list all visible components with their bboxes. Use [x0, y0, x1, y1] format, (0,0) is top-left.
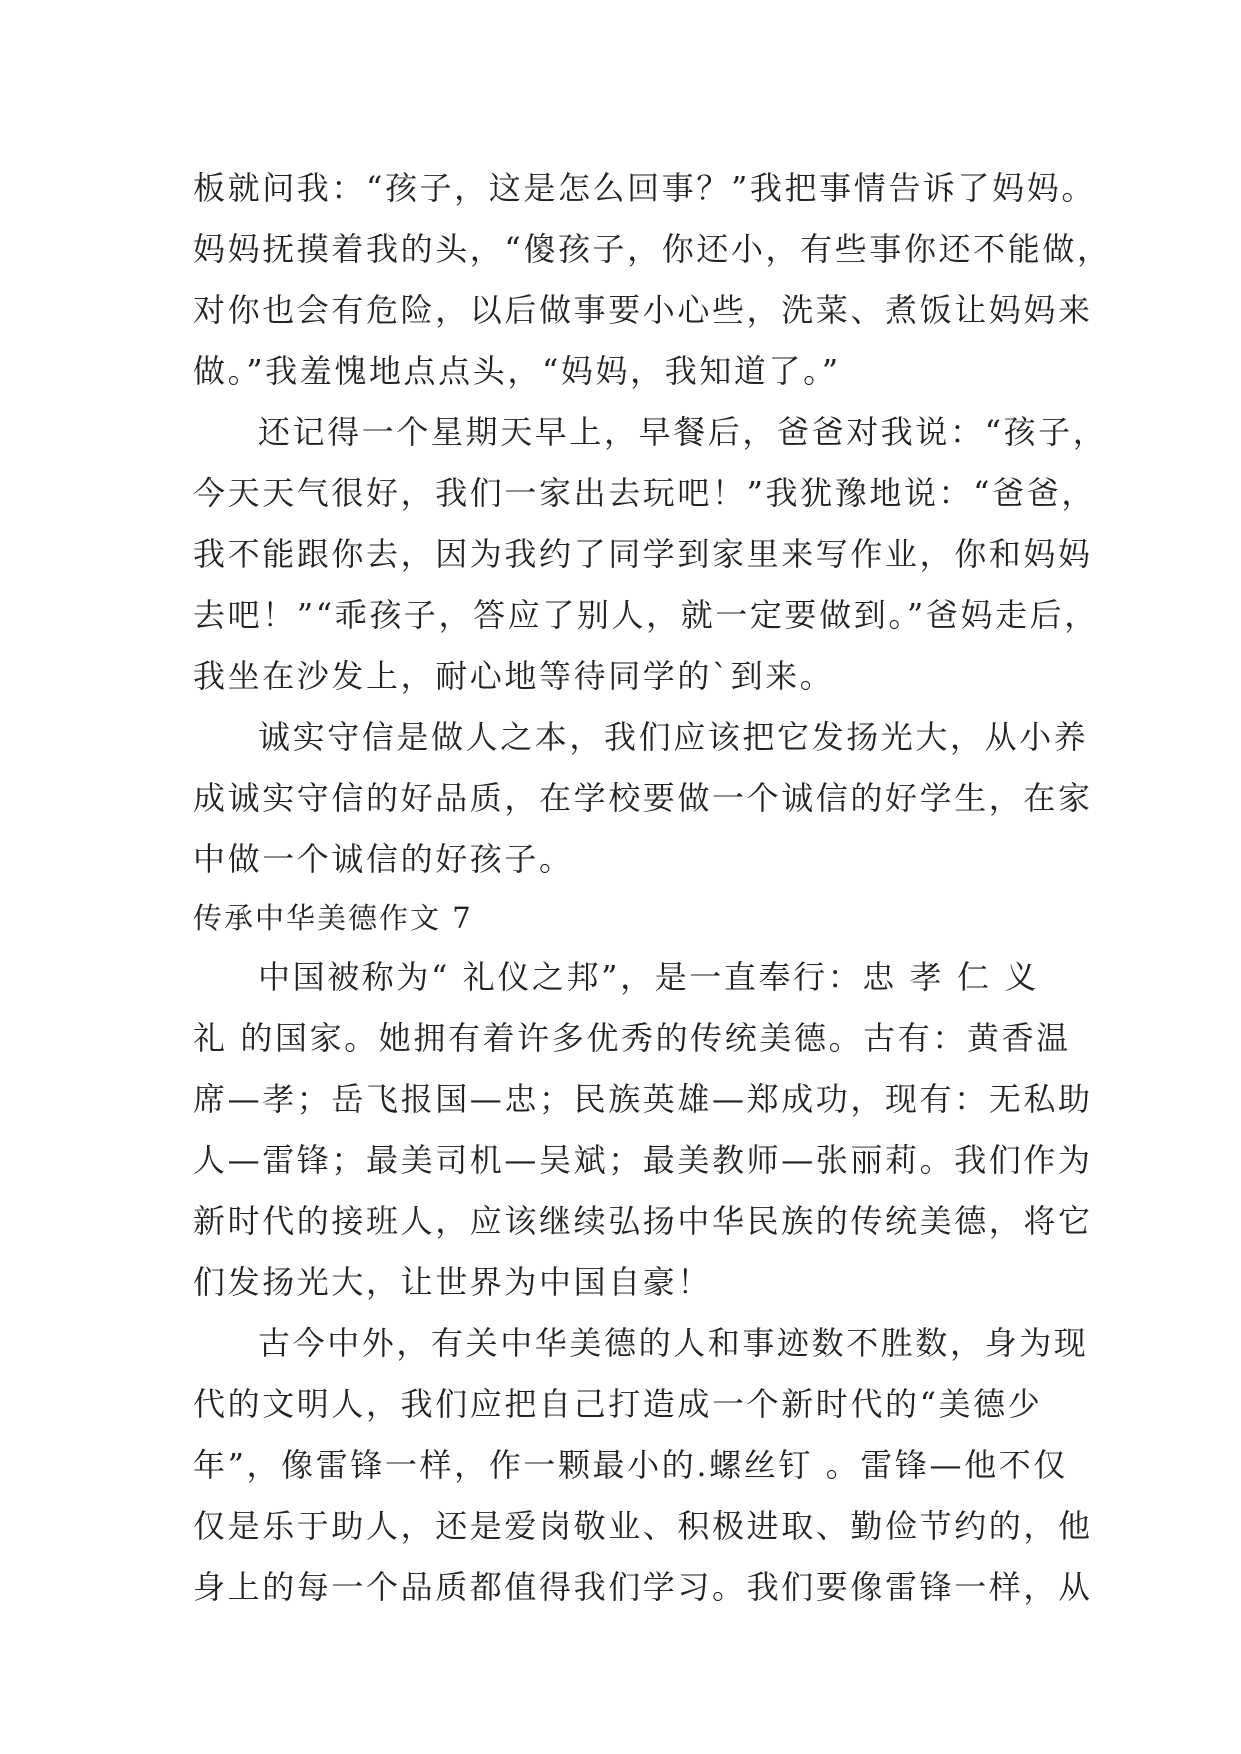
paragraph-line: 对你也会有危险，以后做事要小心些，洗菜、煮饭让妈妈来	[193, 291, 1093, 329]
paragraph-line: 做。”我羞愧地点点头，“妈妈，我知道了。”	[193, 352, 841, 390]
paragraph-line: 新时代的接班人，应该继续弘扬中华民族的传统美德，将它	[193, 1202, 1093, 1240]
paragraph-line: 古今中外，有关中华美德的人和事迹数不胜数，身为现	[258, 1324, 1089, 1362]
paragraph-line: 中国被称为“ 礼仪之邦”，是一直奉行：忠 孝 仁 义	[258, 958, 1040, 996]
paragraph-line: 我不能跟你去，因为我约了同学到家里来写作业，你和妈妈	[193, 535, 1093, 573]
paragraph-line: 妈妈抚摸着我的头，“傻孩子，你还小，有些事你还不能做，	[193, 230, 1112, 268]
essay-body	[193, 158, 1112, 1618]
paragraph-line: 礼 的国家。她拥有着许多优秀的传统美德。古有：黄香温	[193, 1019, 1071, 1057]
paragraph-line: 今天天气很好，我们一家出去玩吧！”我犹豫地说：“爸爸，	[193, 474, 1096, 512]
section-heading: 传承中华美德作文 7	[193, 901, 473, 935]
paragraph-line: 人—雷锋；最美司机—吴斌；最美教师—张丽莉。我们作为	[193, 1141, 1093, 1179]
paragraph-line: 代的文明人，我们应把自己打造成一个新时代的“美德少	[193, 1385, 1043, 1423]
paragraph-line: 年”，像雷锋一样，作一颗最小的.螺丝钉 。雷锋—他不仅	[193, 1446, 1068, 1484]
paragraph-line: 诚实守信是做人之本，我们应该把它发扬光大，从小养	[258, 718, 1089, 756]
paragraph-line: 成诚实守信的好品质，在学校要做一个诚信的好学生，在家	[193, 779, 1093, 817]
paragraph-line: 板就问我：“孩子，这是怎么回事？”我把事情告诉了妈妈。	[193, 169, 1096, 207]
paragraph-line: 去吧！”“乖孩子，答应了别人，就一定要做到。”爸妈走后，	[193, 596, 1099, 634]
paragraph-line: 我坐在沙发上，耐心地等待同学的`到来。	[193, 657, 835, 695]
paragraph-line: 仅是乐于助人，还是爱岗敬业、积极进取、勤俭节约的，他	[193, 1507, 1093, 1545]
paragraph-line: 身上的每一个品质都值得我们学习。我们要像雷锋一样，从	[193, 1568, 1093, 1606]
paragraph-line: 还记得一个星期天早上，早餐后，爸爸对我说：“孩子，	[258, 413, 1108, 451]
paragraph-line: 席—孝；岳飞报国—忠；民族英雄—郑成功，现有：无私助	[193, 1080, 1093, 1118]
paragraph-line: 中做一个诚信的好孩子。	[193, 840, 574, 878]
paragraph-line: 们发扬光大，让世界为中国自豪！	[193, 1263, 713, 1301]
